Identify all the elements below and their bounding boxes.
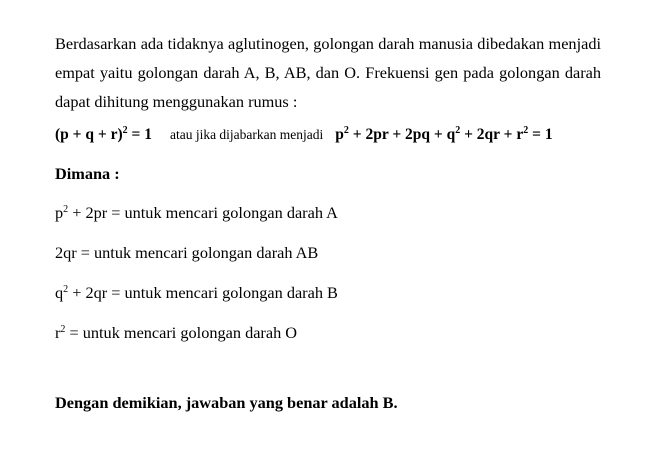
definition-exponent: 2 bbox=[60, 324, 66, 335]
formula-connector: atau jika dijabarkan menjadi bbox=[169, 127, 324, 142]
definition-row bbox=[55, 243, 601, 263]
formula-expanded-term: = 1 bbox=[528, 126, 553, 143]
formula-short-base: (p + q + r) bbox=[55, 126, 123, 143]
formula-expanded-term: + 2pr + 2pq + q bbox=[348, 126, 456, 143]
formula-expanded-exponent: 2 bbox=[343, 125, 349, 136]
formula-short-rest: = 1 bbox=[127, 126, 152, 143]
definition-row bbox=[55, 323, 601, 343]
definition-row bbox=[55, 283, 601, 303]
definition-term: p bbox=[55, 203, 64, 222]
definition-description: = untuk mencari golongan darah A bbox=[107, 203, 338, 222]
formula-expanded bbox=[335, 126, 552, 143]
definition-term-rest: + 2qr bbox=[68, 283, 108, 302]
formula-expanded-term: + 2qr + r bbox=[460, 126, 524, 143]
definition-term: 2qr bbox=[55, 243, 77, 262]
formula-expanded-exponent: 2 bbox=[523, 125, 529, 136]
formula-short bbox=[55, 126, 152, 143]
section-heading: Dimana : bbox=[55, 164, 120, 183]
formula-expanded-exponent: 2 bbox=[455, 125, 461, 136]
intro-paragraph: Berdasarkan ada tidaknya aglutinogen, golongan darah manusia dibedakan menjadi empat yaitu golongan darah A, B, AB, dan O. Frekuensi gen pada golongan darah dapat dihitung menggunakan rumus : bbox=[55, 34, 601, 111]
formula-line bbox=[55, 120, 601, 150]
formula-short-exponent: 2 bbox=[122, 125, 128, 136]
document-body bbox=[55, 29, 601, 413]
definition-description: = untuk mencari golongan darah B bbox=[107, 283, 338, 302]
definition-description: = untuk mencari golongan darah O bbox=[65, 323, 298, 342]
definition-exponent: 2 bbox=[63, 204, 69, 215]
formula-expanded-term: p bbox=[335, 126, 344, 143]
definition-description: = untuk mencari golongan darah AB bbox=[76, 243, 319, 262]
definition-term: r bbox=[55, 323, 61, 342]
definition-exponent: 2 bbox=[63, 284, 69, 295]
definition-term: q bbox=[55, 283, 64, 302]
definition-term-rest: + 2pr bbox=[68, 203, 108, 222]
conclusion-text: Dengan demikian, jawaban yang benar adalah B. bbox=[55, 393, 398, 412]
definition-row bbox=[55, 203, 601, 223]
